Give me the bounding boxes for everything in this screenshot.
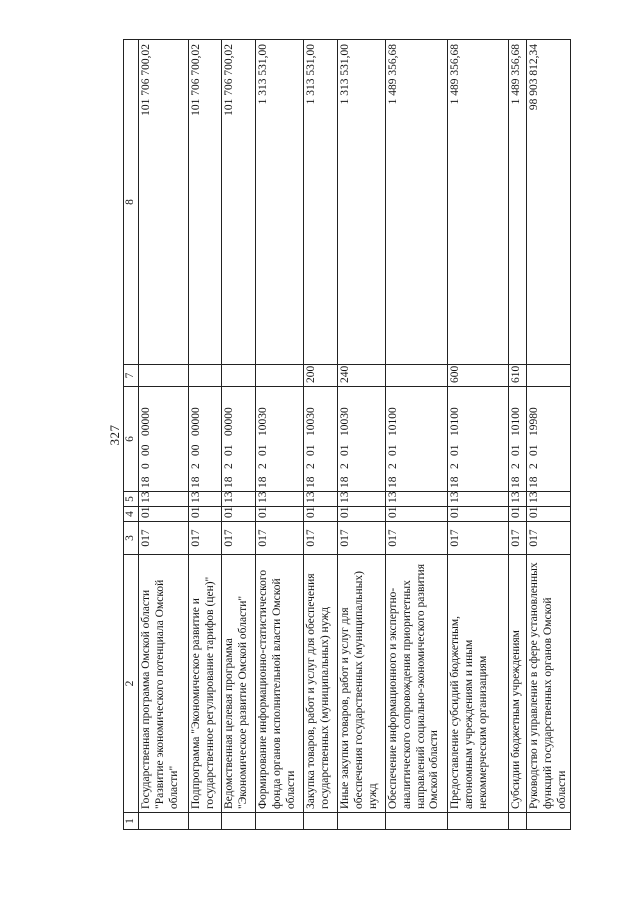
- row-number-cell: [139, 813, 189, 830]
- subsection-code: 13: [304, 492, 338, 507]
- department-code: 017: [222, 522, 256, 555]
- section-code: 01: [189, 507, 222, 522]
- item-name: Иные закупки товаров, работ и услуг для обеспечения государственных (муниципальных) нужд: [338, 555, 386, 813]
- department-code: 017: [338, 522, 386, 555]
- subsection-code: 13: [222, 492, 256, 507]
- subsection-code: 13: [527, 492, 571, 507]
- department-code: 017: [509, 522, 527, 555]
- amount: 1 313 531,00: [338, 40, 386, 365]
- amount: 1 489 356,68: [386, 40, 448, 365]
- row-number-cell: [304, 813, 338, 830]
- section-code: 01: [386, 507, 448, 522]
- subsection-code: 13: [189, 492, 222, 507]
- section-code: 01: [139, 507, 189, 522]
- target-article-code: 1820110100: [448, 387, 509, 492]
- table-row: [448, 40, 509, 830]
- target-article-code: 1800000000: [139, 387, 189, 492]
- table-row: [139, 40, 189, 830]
- expense-type-code: 200: [304, 365, 338, 387]
- target-article-code: 1820119980: [527, 387, 571, 492]
- department-code: 017: [139, 522, 189, 555]
- column-header: 3: [124, 522, 139, 555]
- table-row: [527, 40, 571, 830]
- section-code: 01: [448, 507, 509, 522]
- column-header: 7: [124, 365, 139, 387]
- expense-type-code: [527, 365, 571, 387]
- target-article-code: 1820000000: [189, 387, 222, 492]
- item-name: Обеспечение информационного и экспертно-аналитического сопровождения приоритетных направлений социально-экономического развития Омской области: [386, 555, 448, 813]
- subsection-code: 13: [139, 492, 189, 507]
- section-code: 01: [222, 507, 256, 522]
- amount: 98 903 812,34: [527, 40, 571, 365]
- subsection-code: 13: [256, 492, 304, 507]
- target-article-code: 1820110030: [338, 387, 386, 492]
- section-code: 01: [304, 507, 338, 522]
- rotated-document: [107, 40, 568, 830]
- item-name: Подпрограмма "Экономическое развитие и государственное регулирование тарифов (цен)": [189, 555, 222, 813]
- target-article-code: 1820110100: [386, 387, 448, 492]
- table-row: [189, 40, 222, 830]
- expense-type-code: 240: [338, 365, 386, 387]
- item-name: Государственная программа Омской области "Развитие экономического потенциала Омской области": [139, 555, 189, 813]
- amount: 101 706 700,02: [222, 40, 256, 365]
- department-code: 017: [448, 522, 509, 555]
- department-code: 017: [386, 522, 448, 555]
- expense-type-code: [189, 365, 222, 387]
- section-code: 01: [527, 507, 571, 522]
- item-name: Ведомственная целевая программа "Экономическое развитие Омской области": [222, 555, 256, 813]
- target-article-code: 1820110030: [256, 387, 304, 492]
- amount: 1 313 531,00: [304, 40, 338, 365]
- expense-type-code: [139, 365, 189, 387]
- item-name: Предоставление субсидий бюджетным, автономным учреждениям и иным некоммерческим организациям: [448, 555, 509, 813]
- table-row: [338, 40, 386, 830]
- row-number-cell: [509, 813, 527, 830]
- column-number-row: [124, 40, 139, 830]
- department-code: 017: [527, 522, 571, 555]
- target-article-code: 1820110100: [509, 387, 527, 492]
- budget-table: [123, 39, 571, 830]
- expense-type-code: [222, 365, 256, 387]
- table-row: [222, 40, 256, 830]
- item-name: Руководство и управление в сфере установленных функций государственных органов Омской области: [527, 555, 571, 813]
- row-number-cell: [448, 813, 509, 830]
- row-number-cell: [527, 813, 571, 830]
- subsection-code: 13: [338, 492, 386, 507]
- expense-type-code: [256, 365, 304, 387]
- column-header: 6: [124, 387, 139, 492]
- section-code: 01: [256, 507, 304, 522]
- column-header: 2: [124, 555, 139, 813]
- row-number-cell: [386, 813, 448, 830]
- expense-type-code: 600: [448, 365, 509, 387]
- column-header: 4: [124, 507, 139, 522]
- row-number-cell: [338, 813, 386, 830]
- department-code: 017: [189, 522, 222, 555]
- amount: 101 706 700,02: [189, 40, 222, 365]
- column-header: 1: [124, 813, 139, 830]
- row-number-cell: [222, 813, 256, 830]
- department-code: 017: [256, 522, 304, 555]
- column-header: 8: [124, 40, 139, 365]
- row-number-cell: [189, 813, 222, 830]
- amount: 101 706 700,02: [139, 40, 189, 365]
- table-row: [509, 40, 527, 830]
- amount: 1 313 531,00: [256, 40, 304, 365]
- expense-type-code: 610: [509, 365, 527, 387]
- page-number: 327: [107, 424, 122, 446]
- column-header: 5: [124, 492, 139, 507]
- target-article-code: 1820110030: [304, 387, 338, 492]
- subsection-code: 13: [509, 492, 527, 507]
- table-row: [386, 40, 448, 830]
- row-number-cell: [256, 813, 304, 830]
- subsection-code: 13: [386, 492, 448, 507]
- subsection-code: 13: [448, 492, 509, 507]
- item-name: Субсидии бюджетным учреждениям: [509, 555, 527, 813]
- item-name: Закупка товаров, работ и услуг для обеспечения государственных (муниципальных) нужд: [304, 555, 338, 813]
- section-code: 01: [338, 507, 386, 522]
- target-article-code: 1820100000: [222, 387, 256, 492]
- section-code: 01: [509, 507, 527, 522]
- amount: 1 489 356,68: [509, 40, 527, 365]
- amount: 1 489 356,68: [448, 40, 509, 365]
- expense-type-code: [386, 365, 448, 387]
- department-code: 017: [304, 522, 338, 555]
- table-row: [256, 40, 304, 830]
- table-row: [304, 40, 338, 830]
- item-name: Формирование информационно-статистического фонда органов исполнительной власти Омской области: [256, 555, 304, 813]
